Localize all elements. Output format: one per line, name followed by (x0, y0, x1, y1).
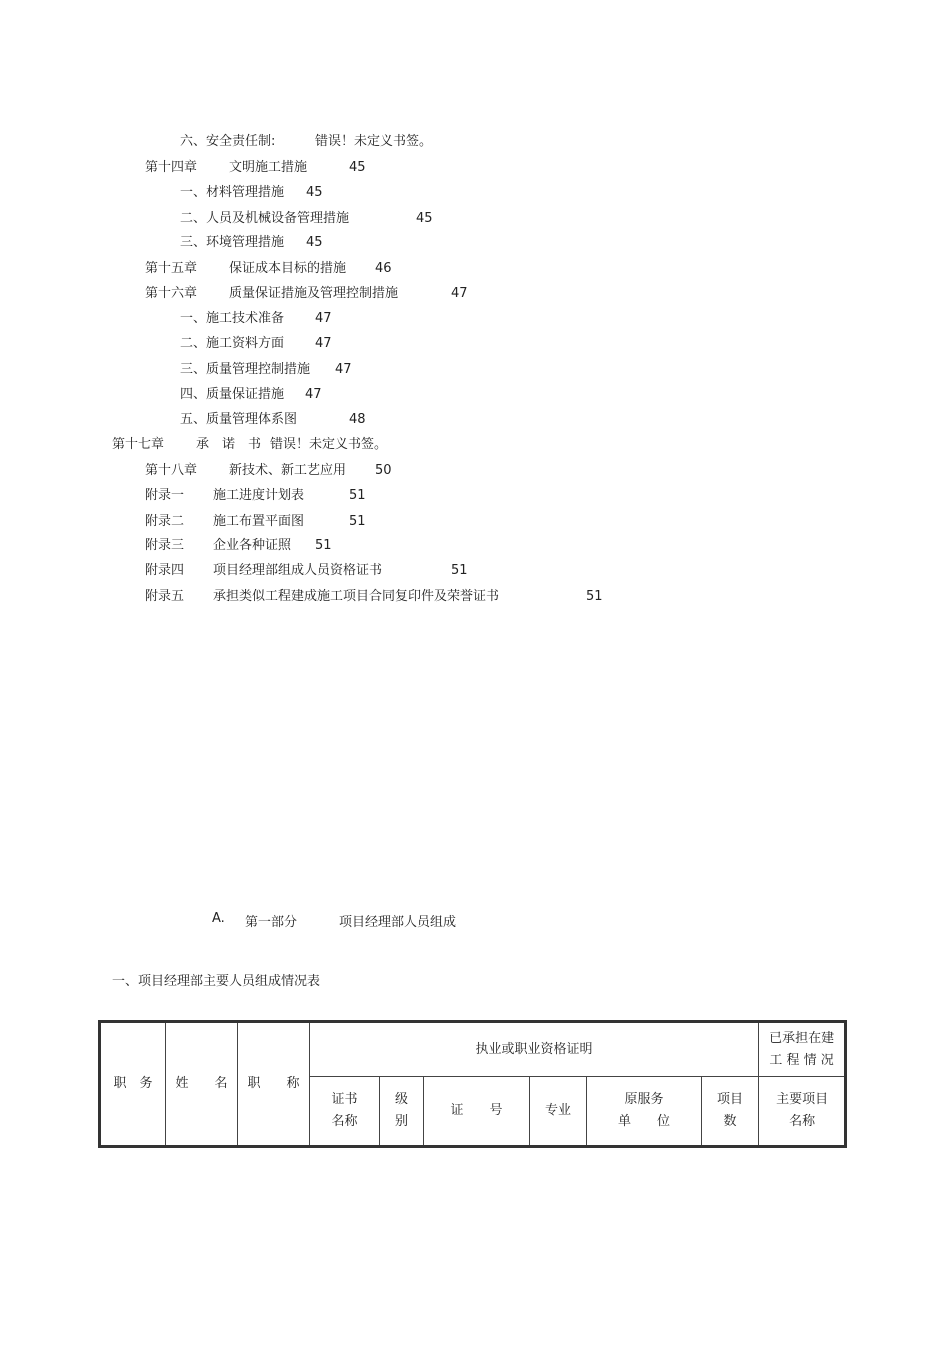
header-project-name-line1: 主要项目 (776, 1092, 829, 1107)
toc-page: 51 (315, 538, 332, 553)
toc-chapter: 一、材料管理措施 (180, 185, 285, 200)
toc-title: 施工进度计划表 (213, 488, 305, 503)
header-projects-line1: 已承担在建 (769, 1030, 835, 1046)
header-name: 姓 名 (166, 1022, 238, 1147)
header-cert-name (310, 1077, 380, 1147)
toc-chapter: 附录一 (145, 488, 185, 503)
header-projects-group (759, 1022, 846, 1077)
toc-title: 承 诺 书 (196, 437, 262, 452)
staff-table (98, 1020, 847, 1148)
toc-page: 51 (451, 563, 468, 578)
toc-title: 质量保证措施及管理控制措施 (229, 286, 399, 301)
header-project-name-line2: 名称 (789, 1114, 816, 1129)
header-cert-name-line1: 证书 (331, 1092, 358, 1107)
toc-chapter: 第十八章 (145, 463, 198, 478)
toc-chapter: 一、施工技术准备 (180, 311, 285, 326)
toc-page: 48 (349, 412, 366, 427)
toc-title: 承担类似工程建成施工项目合同复印件及荣誉证书 (213, 589, 500, 604)
toc-page: 47 (335, 362, 352, 377)
toc-chapter: 六、安全责任制: (180, 134, 276, 149)
toc-title: 施工布置平面图 (213, 514, 305, 529)
toc-title: 文明施工措施 (229, 160, 308, 175)
toc-chapter: 附录四 (145, 563, 185, 578)
toc-page: 46 (375, 261, 392, 276)
toc-page: 47 (315, 336, 332, 351)
table-heading: 一、项目经理部主要人员组成情况表 (112, 974, 321, 989)
toc-page: 51 (586, 589, 603, 604)
toc-chapter: 第十四章 (145, 160, 198, 175)
toc-chapter: 第十七章 (112, 437, 165, 452)
toc-chapter: 第十五章 (145, 261, 198, 276)
header-projects-line2: 工 程 情 况 (769, 1052, 834, 1068)
toc-chapter: 第十六章 (145, 286, 198, 301)
header-cert-no: 证 号 (424, 1077, 530, 1147)
toc-chapter: 附录五 (145, 589, 185, 604)
toc-page: 错误！未定义书签。 (270, 437, 388, 452)
header-level-line2: 别 (394, 1114, 408, 1129)
header-level (380, 1077, 424, 1147)
toc-page: 45 (306, 235, 323, 250)
header-title: 职 称 (238, 1022, 310, 1147)
toc-page: 错误！未定义书签。 (315, 134, 433, 149)
toc-page: 47 (305, 387, 322, 402)
header-major: 专业 (530, 1077, 587, 1147)
header-project-count (702, 1077, 759, 1147)
header-project-name (759, 1077, 846, 1147)
part-title: 项目经理部人员组成 (339, 915, 457, 930)
header-cert-group: 执业或职业资格证明 (310, 1022, 759, 1077)
toc-chapter: 附录二 (145, 514, 185, 529)
header-position: 职 务 (100, 1022, 166, 1147)
toc-chapter: 二、人员及机械设备管理措施 (180, 211, 350, 226)
part-heading (212, 911, 512, 929)
toc-page: 50 (375, 463, 392, 478)
toc-title: 企业各种证照 (213, 538, 292, 553)
toc-page: 51 (349, 514, 366, 529)
part-marker: A. (212, 911, 225, 926)
toc-chapter: 五、质量管理体系图 (180, 412, 298, 427)
toc-page: 47 (315, 311, 332, 326)
toc-chapter: 三、质量管理控制措施 (180, 362, 311, 377)
header-unit-line2: 单 位 (617, 1114, 670, 1129)
toc-page: 45 (416, 211, 433, 226)
toc-page: 45 (306, 185, 323, 200)
toc-page: 45 (349, 160, 366, 175)
toc-chapter: 二、施工资料方面 (180, 336, 285, 351)
toc-title: 保证成本目标的措施 (229, 261, 347, 276)
toc-chapter: 附录三 (145, 538, 185, 553)
toc-title: 新技术、新工艺应用 (229, 463, 347, 478)
part-label: 第一部分 (245, 915, 298, 930)
toc-chapter: 四、质量保证措施 (180, 387, 285, 402)
header-project-count-line2: 数 (723, 1114, 737, 1129)
toc-page: 51 (349, 488, 366, 503)
header-unit-line1: 原服务 (624, 1092, 664, 1107)
header-unit (587, 1077, 702, 1147)
header-level-line1: 级 (394, 1092, 408, 1107)
toc-chapter: 三、环境管理措施 (180, 235, 285, 250)
toc-title: 项目经理部组成人员资格证书 (213, 563, 383, 578)
header-project-count-line1: 项目 (717, 1092, 744, 1107)
header-cert-name-line2: 名称 (331, 1114, 358, 1129)
toc-page: 47 (451, 286, 468, 301)
